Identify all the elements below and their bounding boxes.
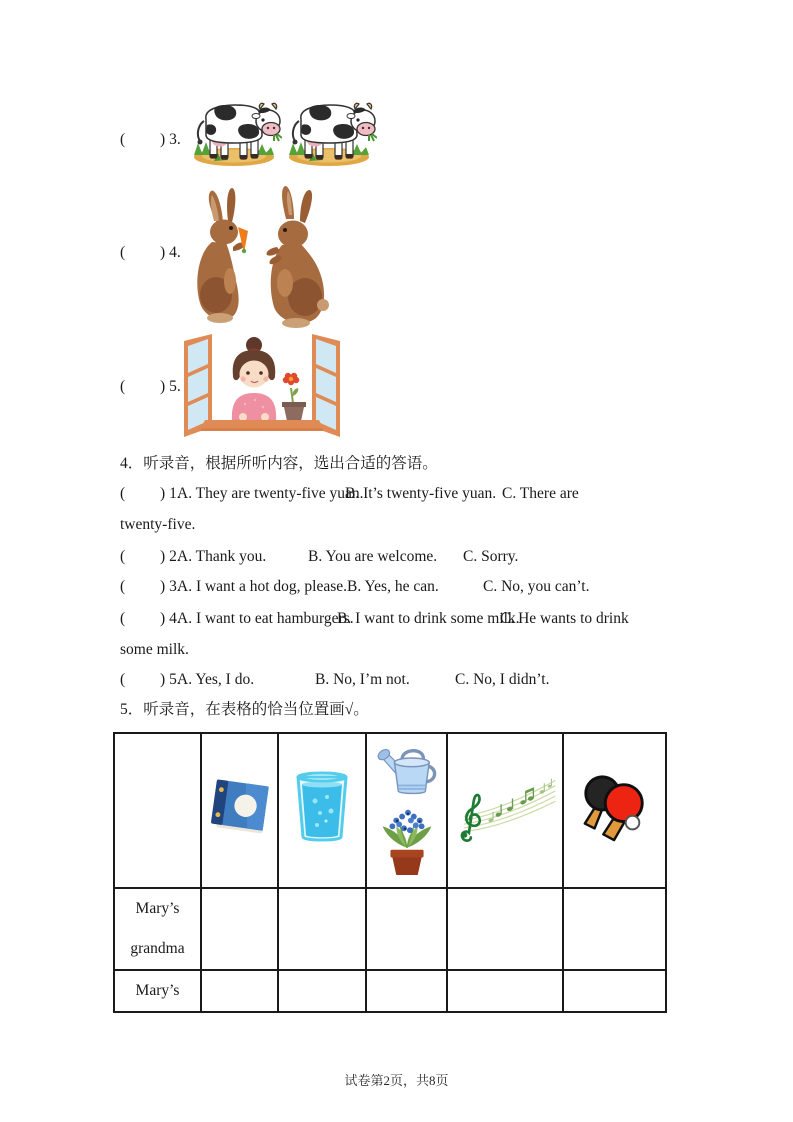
question-prefix-3: ( ) 3. bbox=[120, 131, 181, 148]
option-b: B. I want to drink some milk. bbox=[337, 610, 520, 627]
question-row-2 bbox=[0, 547, 793, 569]
option-c: C. No, you can’t. bbox=[483, 578, 590, 595]
row-label: Mary’s grandma bbox=[114, 888, 201, 970]
question-prefix: ( ) 2. bbox=[120, 548, 181, 565]
grandma-window-image bbox=[183, 330, 341, 445]
option-c-continuation: some milk. bbox=[120, 641, 189, 658]
option-a: A. They are twenty-five yuan. bbox=[177, 485, 364, 502]
table-cell-pingpong bbox=[563, 733, 666, 888]
two-cows-image bbox=[190, 95, 377, 168]
table-cell-book bbox=[201, 733, 278, 888]
section4-title: 4．听录音，根据所听内容，选出合适的答语。 bbox=[120, 455, 438, 472]
potted-flowers-icon bbox=[378, 801, 436, 877]
question-row-3 bbox=[0, 577, 793, 599]
answer-cell[interactable] bbox=[447, 888, 563, 970]
option-b: B. No, I’m not. bbox=[315, 671, 410, 688]
answer-cell[interactable] bbox=[278, 888, 366, 970]
listening-table bbox=[113, 732, 667, 1013]
question-prefix: ( ) 5. bbox=[120, 671, 181, 688]
option-a: A. Yes, I do. bbox=[177, 671, 255, 688]
answer-cell[interactable] bbox=[201, 970, 278, 1012]
rabbits-icon bbox=[178, 185, 354, 331]
option-c: C. No, I didn’t. bbox=[455, 671, 550, 688]
row-label: Mary’s bbox=[114, 970, 201, 1012]
question-prefix-5: ( ) 5. bbox=[120, 378, 181, 395]
blue-flower-cluster bbox=[389, 809, 424, 832]
answer-cell[interactable] bbox=[447, 970, 563, 1012]
answer-cell[interactable] bbox=[201, 888, 278, 970]
table-cell-flowers bbox=[366, 733, 447, 888]
cow-icon bbox=[190, 95, 282, 168]
option-a: A. Thank you. bbox=[177, 548, 267, 565]
two-rabbits-image bbox=[178, 185, 354, 331]
question-prefix: ( ) 1. bbox=[120, 485, 181, 502]
option-b: B. You are welcome. bbox=[308, 548, 438, 565]
glass-of-water-icon bbox=[293, 771, 351, 845]
question-prefix: ( ) 4. bbox=[120, 610, 181, 627]
table-cell-water bbox=[278, 733, 366, 888]
watering-can-icon bbox=[375, 745, 439, 799]
table-row bbox=[114, 888, 666, 970]
ping-pong-paddles-icon bbox=[572, 772, 658, 844]
table-header-row bbox=[114, 733, 666, 888]
option-c: C. He wants to drink bbox=[500, 610, 629, 627]
option-c: C. There are bbox=[502, 485, 579, 502]
question-prefix-4: ( ) 4. bbox=[120, 244, 181, 261]
window-icon bbox=[183, 330, 341, 445]
answer-cell[interactable] bbox=[563, 970, 666, 1012]
question-prefix: ( ) 3. bbox=[120, 578, 181, 595]
question-row-5 bbox=[0, 670, 793, 692]
answer-cell[interactable] bbox=[366, 970, 447, 1012]
option-c-continuation: twenty-five. bbox=[120, 516, 196, 533]
question-row-1 bbox=[0, 484, 793, 506]
blue-book-icon bbox=[204, 775, 274, 846]
table-row bbox=[114, 970, 666, 1012]
music-notes-icon bbox=[449, 772, 561, 844]
section5-title: 5．听录音，在表格的恰当位置画√。 bbox=[120, 701, 369, 718]
option-a: A. I want a hot dog, please. bbox=[177, 578, 348, 595]
table-cell-empty bbox=[114, 733, 201, 888]
answer-cell[interactable] bbox=[278, 970, 366, 1012]
option-a: A. I want to eat hamburgers. bbox=[177, 610, 354, 627]
option-b: B. It’s twenty-five yuan. bbox=[345, 485, 497, 502]
page-footer: 试卷第2页，共8页 bbox=[344, 1073, 449, 1088]
question-row-4 bbox=[0, 609, 793, 631]
option-b: B. Yes, he can. bbox=[347, 578, 439, 595]
option-c: C. Sorry. bbox=[463, 548, 519, 565]
table-cell-music bbox=[447, 733, 563, 888]
answer-cell[interactable] bbox=[563, 888, 666, 970]
answer-cell[interactable] bbox=[366, 888, 447, 970]
cow-icon bbox=[285, 95, 377, 168]
